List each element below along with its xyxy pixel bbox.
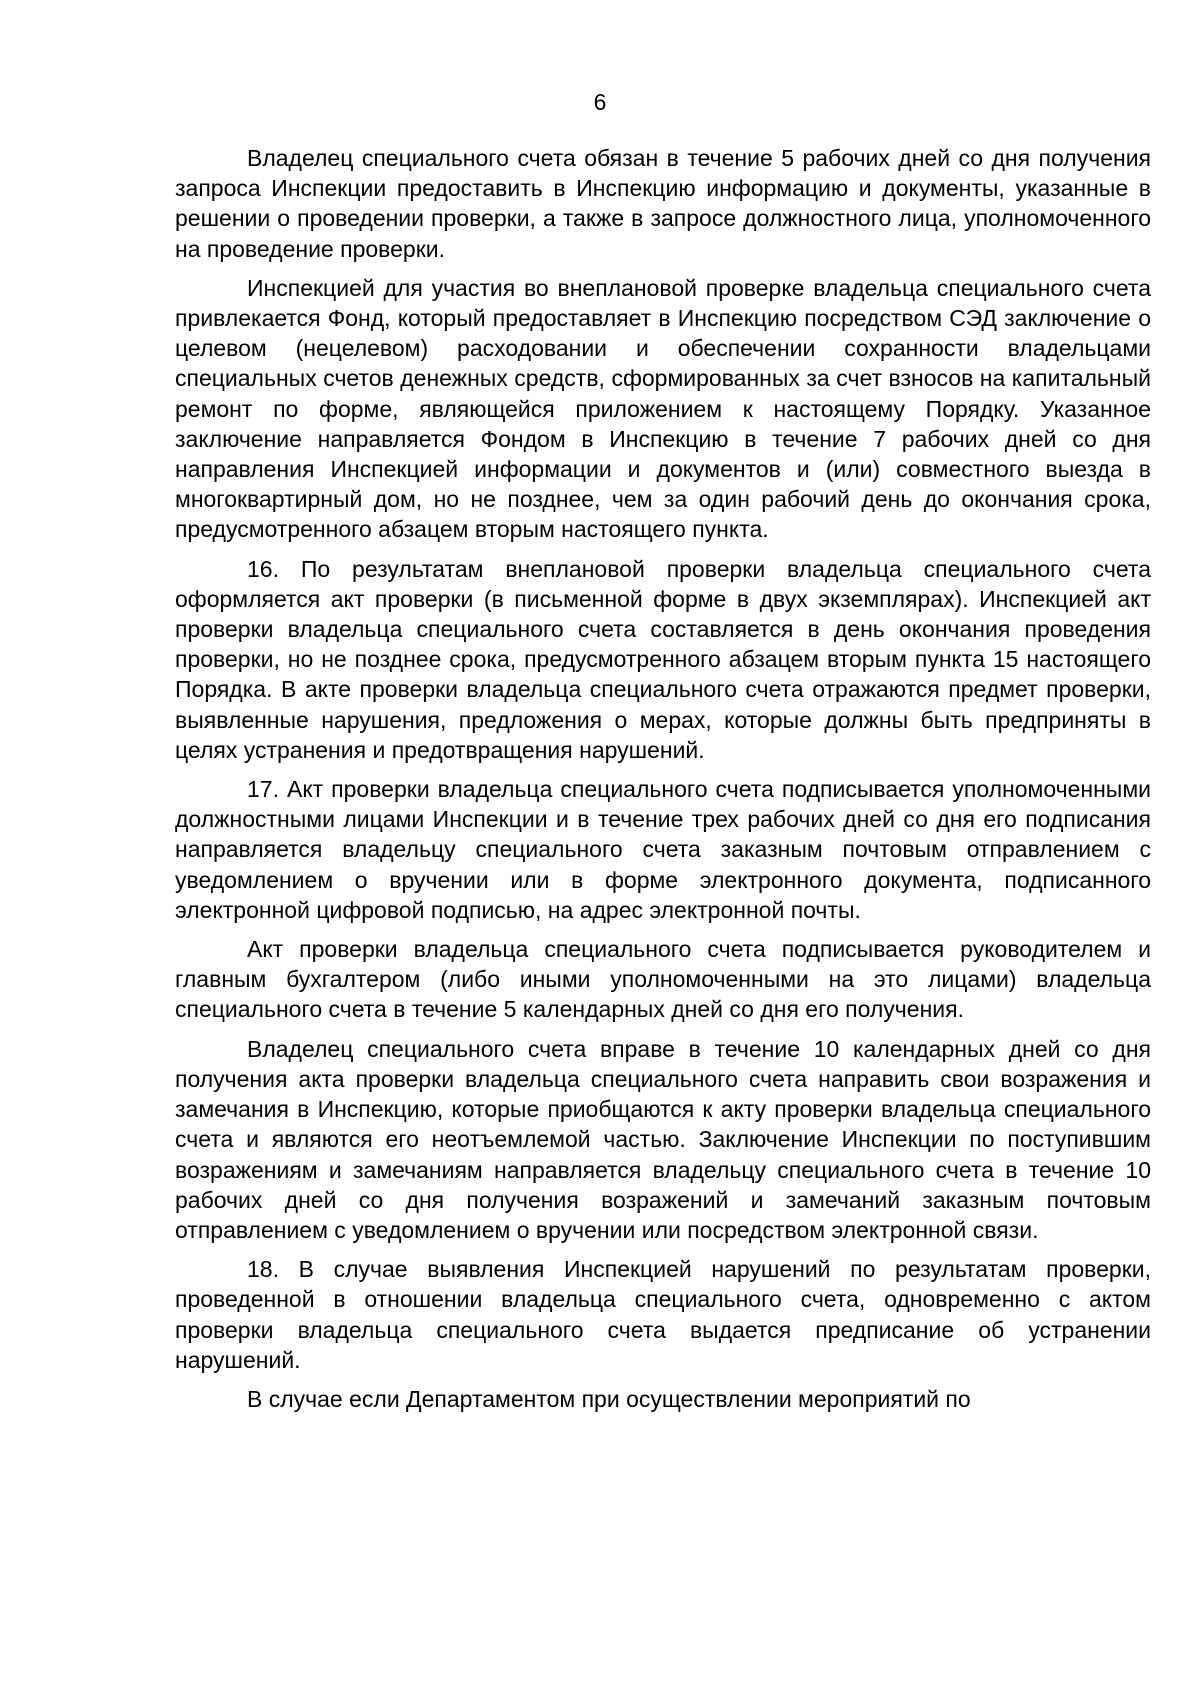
page-number: 6 bbox=[593, 89, 607, 115]
paragraph-clause-16: 16. По результатам внеплановой проверки владельца специального счета оформляется акт проверки (в письменной форме в двух экземплярах). Инспекцией акт проверки владельца специального счета составляется в день окончания проведения проверки, но не позднее срока, предусмотренного абзацем вторым пункта 15 настоящего Порядка. В акте проверки владельца специального счета отражаются предмет проверки, выявленные нарушения, предложения о мерах, которые должны быть предприняты в целях устранения и предотвращения нарушений. bbox=[175, 555, 1151, 763]
document-body bbox=[175, 143, 1151, 1423]
paragraph-act-signing: Акт проверки владельца специального счета подписывается руководителем и главным бухгалтером (либо иными уполномоченными на это лицами) владельца специального счета в течение 5 календарных дней со дня его получения. bbox=[175, 936, 1151, 1023]
paragraph-clause-18: 18. В случае выявления Инспекцией нарушений по результатам проверки, проведенной в отношении владельца специального счета, одновременно с актом проверки владельца специального счета выдается предписание об устранении нарушений. bbox=[175, 1256, 1151, 1373]
paragraph-objections: Владелец специального счета вправе в течение 10 календарных дней со дня получения акта проверки владельца специального счета направить свои возражения и замечания в Инспекцию, которые приобщаются к акту проверки владельца специального счета и являются его неотъемлемой частью. Заключение Инспекции по поступившим возражениям и замечаниям направляется владельцу специального счета в течение 10 рабочих дней со дня получения возражений и замечаний заказным почтовым отправлением с уведомлением о вручении или посредством электронной связи. bbox=[175, 1035, 1151, 1243]
paragraph-clause-17: 17. Акт проверки владельца специального счета подписывается уполномоченными должностными лицами Инспекции и в течение трех рабочих дней со дня его подписания направляется владельцу специального счета заказным почтовым отправлением с уведомлением о вручении или в форме электронного документа, подписанного электронной цифровой подписью, на адрес электронной почты. bbox=[175, 776, 1151, 923]
paragraph-department-case: В случае если Департаментом при осуществлении мероприятий по bbox=[247, 1385, 971, 1412]
paragraph-owner-obligation: Владелец специального счета обязан в течение 5 рабочих дней со дня получения запроса Инспекции предоставить в Инспекцию информацию и документы, указанные в решении о проведении проверки, а также в запросе должностного лица, уполномоченного на проведение проверки. bbox=[175, 145, 1151, 262]
paragraph-fund-participation: Инспекцией для участия во внеплановой проверке владельца специального счета привлекается Фонд, который предоставляет в Инспекцию посредством СЭД заключение о целевом (нецелевом) расходовании и обеспечении сохранности владельцами специальных счетов денежных средств, сформированных за счет взносов на капитальный ремонт по форме, являющейся приложением к настоящему Порядку. Указанное заключение направляется Фондом в Инспекцию в течение 7 рабочих дней со дня направления Инспекцией информации и документов и (или) совместного выезда в многоквартирный дом, но не позднее, чем за один рабочий день до окончания срока, предусмотренного абзацем вторым настоящего пункта. bbox=[175, 274, 1151, 543]
